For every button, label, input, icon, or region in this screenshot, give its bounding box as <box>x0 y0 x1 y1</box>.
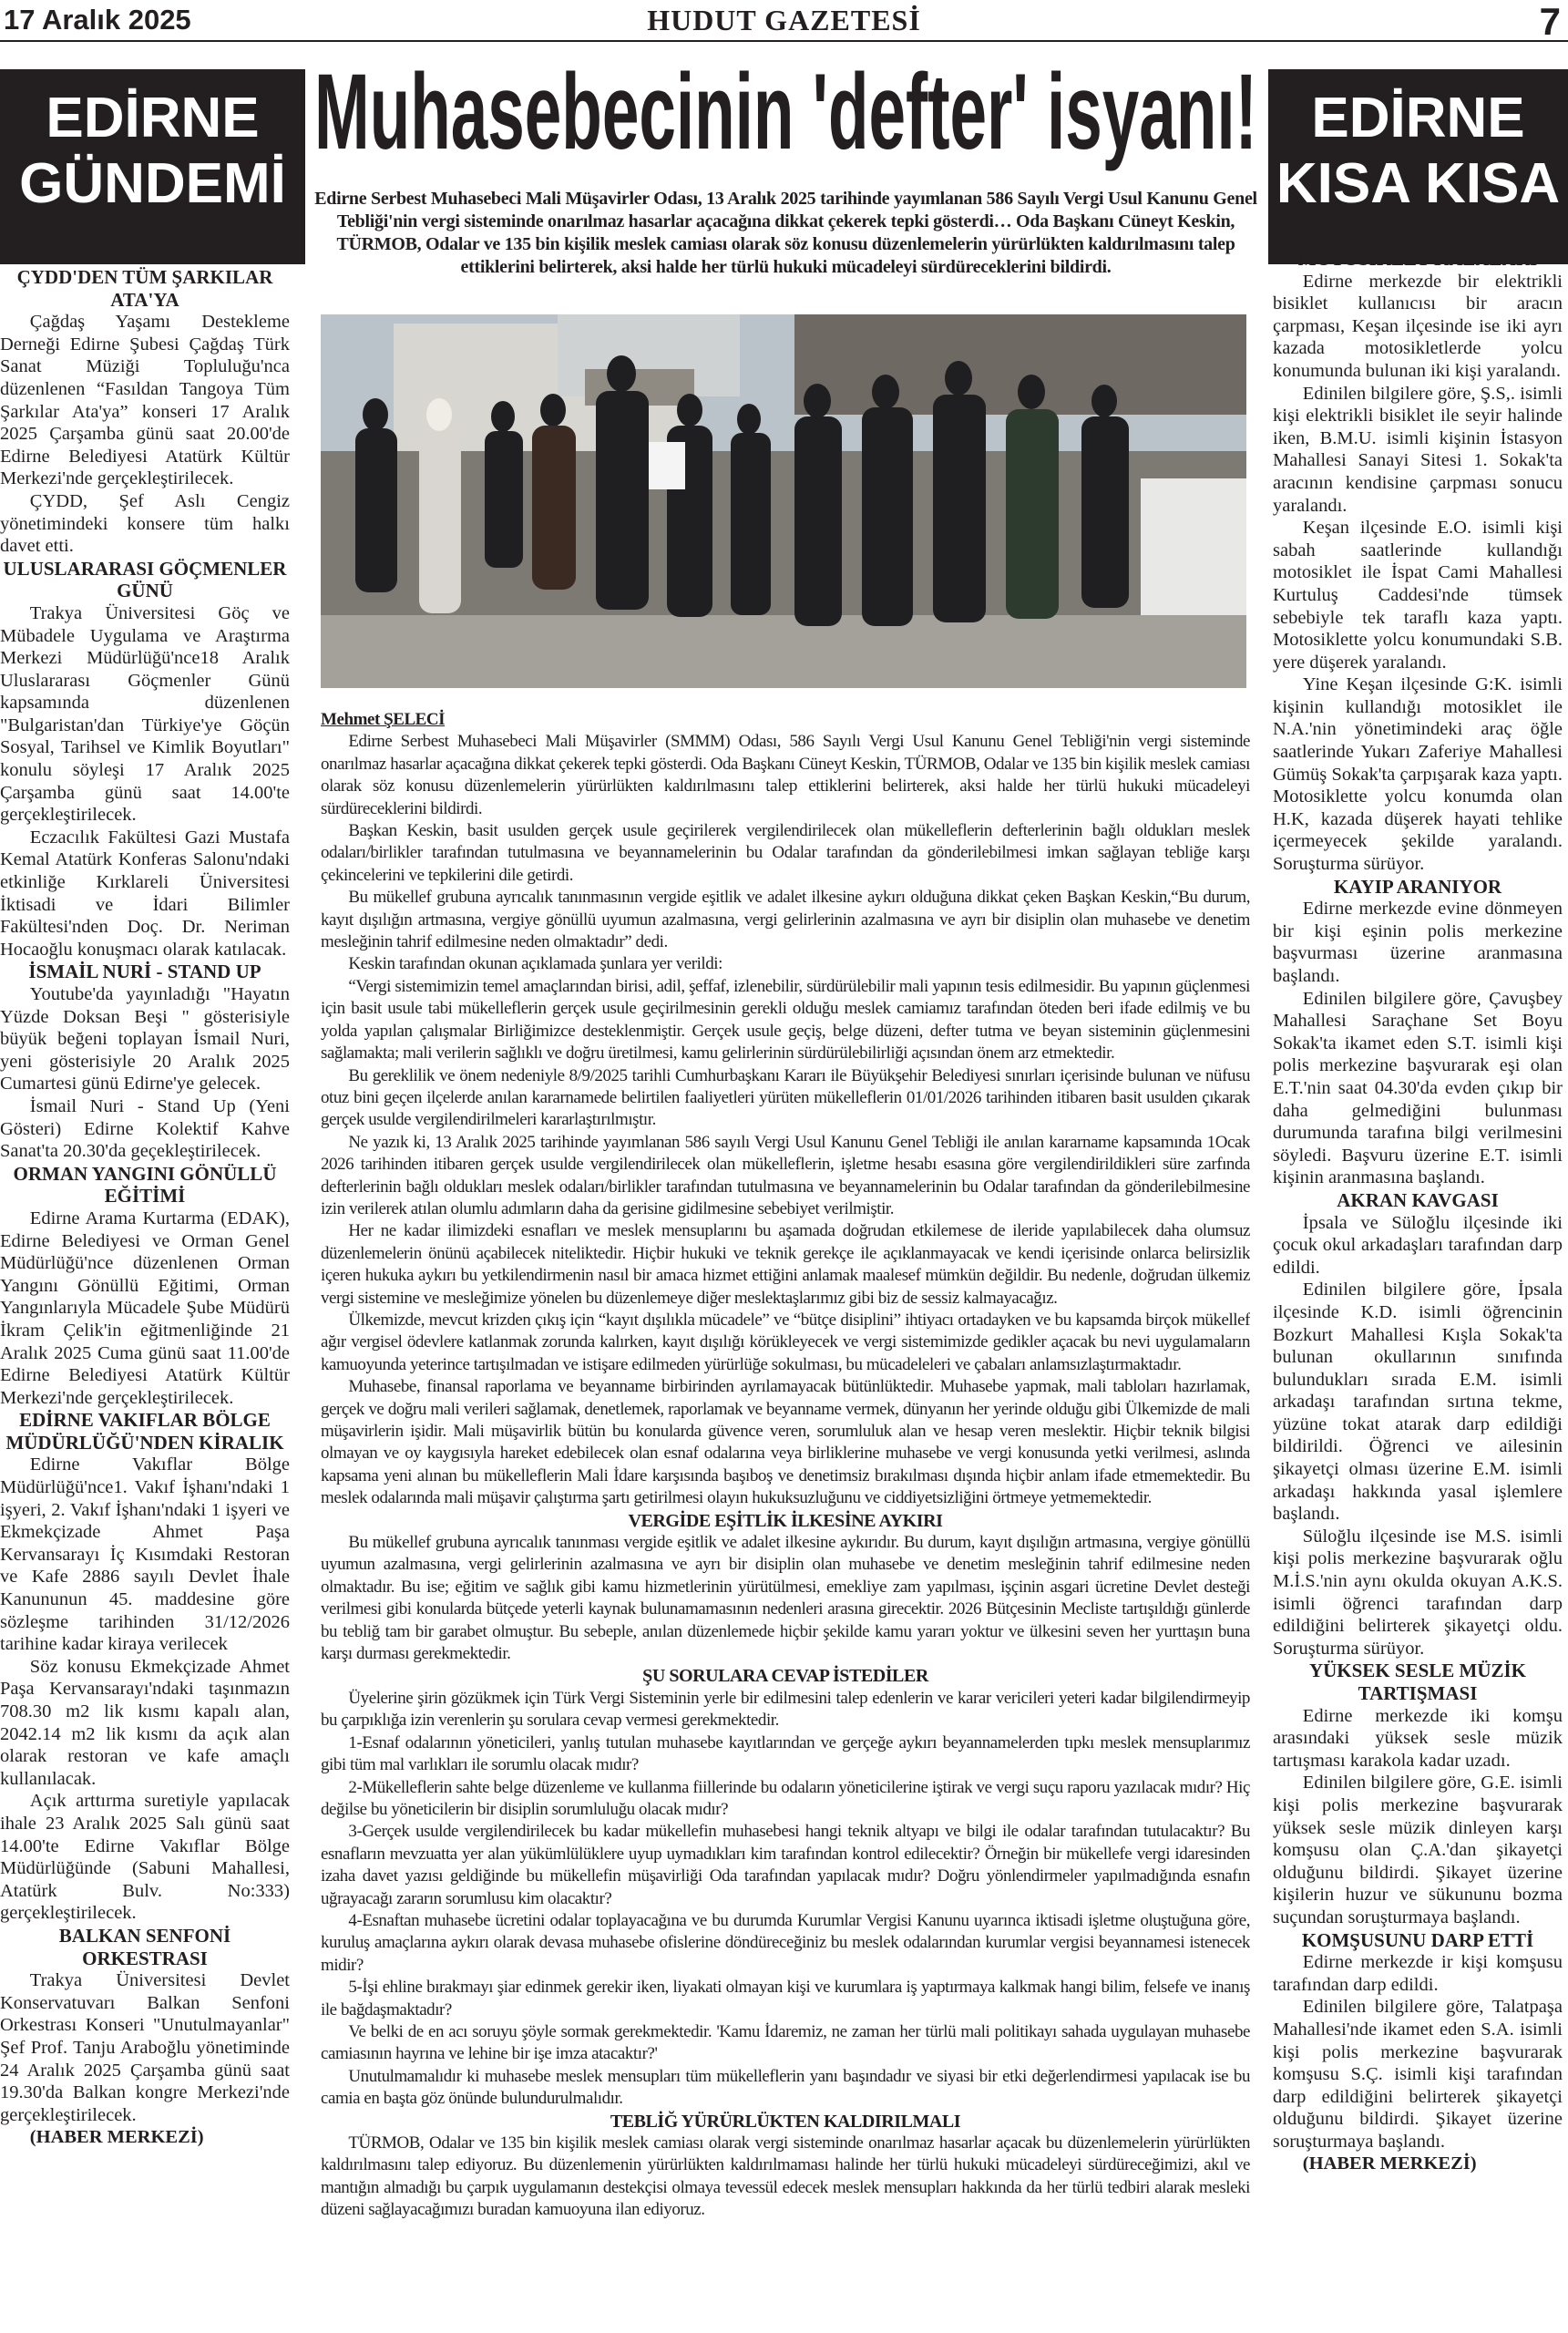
main-article-body <box>321 709 1250 2322</box>
news-item <box>0 266 290 558</box>
article-paragraph: 3-Gerçek usulde vergilendirilecek bu kadar mükellefin muhasebesi hangi teknik altyapı ve bilgi ile odalar tarafından tutulacaktır? Bu esnafların mevzuatta yer alan yükümlülüklere uyup uymadıkları kim tarafından kontrol edilecektir? Örneğin bir mükellefe vergi idaresinden izaha davet yazısı geldiğinde bu mükellefin müşavirliği Oda tarafından yapılacak mıdır? Doğru yönlendirmeler yapılmadığında esnafın uğrayacağı zararın sorumlusu kim olacaktır? <box>321 1822 1250 1908</box>
article-paragraph: Unutulmamalıdır ki muhasebe meslek mensupları tüm mükelleflerin yanı başındadır ve siyasi bir etki değerlendirmesi yapılacak ise bu camia en başta göz önünde bulundurulmalıdır. <box>321 2066 1250 2109</box>
section-label-edirne-kisa-kisa <box>1268 69 1568 264</box>
news-item-paragraph: Edinilen bilgilere göre, Çavuşbey Mahallesi Saraçhane Set Boyu Sokak'ta ikamet eden S.T. isimli kişi polis merkezine başvurarak eşi olan E.T.'nin saat 04.30'da evden çıkıp bir daha gelmediğini bulunması durumunda tarafına bilgi verilmesini söyledi. Başvuru üzerine E.T. isimli kişinin aranmasına başlandı. <box>1273 988 1563 1188</box>
news-item <box>1273 876 1563 1189</box>
news-item-paragraph: Trakya Üniversitesi Devlet Konservatuvarı Balkan Senfoni Orkestrası Konseri "Unutulmayanlar" Şef Prof. Tanju Araboğlu yönetiminde 24 Aralık 2025 Çarşamba günü saat 19.30'da Balkan kongre Merkezi'nde gerçekleştirilecek. <box>0 1970 290 2125</box>
news-item-paragraph: Edinilen bilgilere göre, G.E. isimli kişi polis merkezine başvurarak yüksek sesle müzik dinleyen karşı komşusu olan Ç.A.'dan şikayetçi olduğunu bildirdi. Şikayet üzerine kişilerin huzur ve sükununu bozma suçundan soruşturmaya başlandı. <box>1273 1773 1563 1927</box>
news-item-heading: İSMAİL NURİ - STAND UP <box>28 961 261 983</box>
news-item-paragraph: ÇYDD, Şef Aslı Cengiz yönetimindeki konsere tüm halkı davet etti. <box>0 490 290 557</box>
news-item-paragraph: Edirne Vakıflar Bölge Müdürlüğü'nce1. Vakıf İşhanı'ndaki 1 işyeri, 2. Vakıf İşhanı'ndaki 1 işyeri ve Ekmekçizade Ahmet Paşa Kervansarayı İç Kısımdaki Restoran ve Kafe 2886 sayılı Devlet İhale Kanununun 45. maddesine göre sözleşme tarihinden 31/12/2026 tarihine kadar kiraya verilecek <box>0 1454 290 1655</box>
news-signature: (HABER MERKEZİ) <box>29 2127 204 2148</box>
news-item-heading: ORMAN YANGINI GÖNÜLLÜ EĞİTİMİ <box>13 1162 277 1208</box>
news-item-paragraph: Edirne merkezde evine dönmeyen bir kişi eşinin polis merkezine başvurması üzerine aranmasına başlandı. <box>1273 899 1563 986</box>
news-signature: (HABER MERKEZİ) <box>1302 2153 1477 2174</box>
news-item-paragraph: Açık arttırma suretiyle yapılacak ihale 23 Aralık 2025 Salı günü saat 14.00'te Edirne Vakıflar Bölge Müdürlüğünde (Sabuni Mahallesi, Atatürk Bulv. No:333) gerçekleştirilecek. <box>0 1791 290 1924</box>
article-paragraph: Üyelerine şirin gözükmek için Türk Vergi Sisteminin yerle bir edilmesini talep edenlerin ve karar vericileri yeteri kadar bilgilendirmeyip bu çarpıklığa izin verenlerin şu sorulara cevap vermesi gerekmektedir. <box>321 1688 1250 1731</box>
left-news-column <box>0 266 290 2321</box>
article-paragraph: 1-Esnaf odalarının yöneticileri, yanlış tutulan muhasebe kayıtlarından ve gerçeğe aykırı beyannamelerden tıpkı meslek mensuplarımız gibi tüm mal varlıkları ile sorumlu olacak mıdır? <box>321 1732 1250 1775</box>
news-item-paragraph: Trakya Üniversitesi Göç ve Mübadele Uygulama ve Araştırma Merkezi Müdürlüğü'nce18 Aralık Uluslararası Göçmenler Günü kapsamında düzenlenen "Bulgaristan'dan Türkiye'ye Göçün Sosyal, Tarihsel ve Kimlik Boyutları" konulu söyleşi 17 Aralık 2025 Çarşamba günü saat 14.00'te gerçekleştirilecek. <box>0 602 290 826</box>
article-paragraph: Bu mükellef grubuna ayrıcalık tanınması vergide eşitlik ve adalet ilkesine aykırıdır. Bu durum, kayıt dışılığın artmasına, vergiye gönüllü uyumun azalmasına, vergi gelirlerinin azalmasına ve ayrı bir disiplin olan muhasebe ve denetim mesleğinin tahrif edilmesine neden olmaktadır. Bu ise; eğitim ve sağlık gibi kamu hizmetlerinin yürütülmesi, emekliye zam yapılması, işçinin asgari ücretine Devlet desteği verilmesi gibi konularda bütçede yeterli kaynak bulunamamasının nedenleri arasına girecektir. 2026 Bütçesinin Mecliste tartışıldığı günlerde bu tebliğ tam bir garabet olmuştur. Bu sebeple, anılan düzenlemede hiçbir şekilde kamu yararı yoktur ve ülkesini seven her yurttaşın buna karşı durması gerekmektedir. <box>321 1533 1250 1664</box>
section-label-edirne-gundemi <box>0 69 305 264</box>
news-item <box>1273 248 1563 876</box>
news-item-paragraph: Edirne merkezde ir kişi komşusu tarafından darp edildi. <box>1273 1952 1563 1995</box>
news-item <box>0 1925 290 2126</box>
section-label-line: GÜNDEMİ <box>19 152 286 215</box>
news-photo <box>321 314 1246 688</box>
article-paragraph: Ne yazık ki, 13 Aralık 2025 tarihinde yayımlanan 586 sayılı Vergi Usul Kanunu Genel Tebliği ile anılan kararname kapsamında 1Ocak 2026 tarihinden itibaren gerçek usulde vergilendirilecek olan mükelleflerin, işletme hesabı esasına göre vergilendirildikleri süre zarfında defterlerinin bağlı oldukları meslek odaları/birlikler tarafından tutulmasına ve beyannamelerinin bu Odalar tarafından da gönderilebilmesine izin verilerek atılan olumlu adımların daha da gerisine gidilmesine sebebiyet verilmiştir. <box>321 1132 1250 1218</box>
article-paragraph: Ve belki de en acı soruyu şöyle sormak gerekmektedir. 'Kamu İdaremiz, ne zaman her türlü mali politikayı sahada uygulayan muhasebe camiasının hayrına ve lehine bir işe imza atacaktır?' <box>321 2021 1250 2064</box>
news-item-paragraph: Youtube'da yayınladığı "Hayatın Yüzde Doksan Beşi " gösterisiyle büyük beğeni toplayan İsmail Nuri, yeni gösterisiyle 20 Aralık 2025 Cumartesi günü Edirne'ye gelecek. <box>0 984 290 1095</box>
article-paragraph: Başkan Keskin, basit usulden gerçek usule geçirilerek vergilendirilecek olan mükelleflerin defterlerinin bağlı oldukları meslek odaları/birlikler tarafından tutulmasına ve beyannamelerinin bu Odalar tarafından da gönderilebilmesi imkan sağlayan tebliğe karşı çekincelerini ve tepkilerini dile getirdi. <box>321 821 1250 885</box>
article-byline: Mehmet ŞELECİ <box>321 710 446 729</box>
news-item-paragraph: Eczacılık Fakültesi Gazi Mustafa Kemal Atatürk Konferas Salonu'ndaki etkinliğe Kırklareli Üniversitesi İktisadi ve İdari Bilimler Fakültesi'nden Doç. Dr. Neriman Hocaoğlu konuşmacı olarak katılacak. <box>0 827 290 960</box>
article-paragraph: 5-İşi ehline bırakmayı şiar edinmek gerekir iken, liyakati olmayan kişi ve kurumlara iş yaptırmaya kalkmak hangi bilim, felsefe ve inanış ile bağdaşmaktadır? <box>321 1978 1250 2020</box>
news-item-heading: AKRAN KAVGASI <box>1337 1188 1499 1211</box>
headline: Muhasebecinin 'defter' isyanı! <box>314 53 1257 171</box>
article-subheading: ŞU SORULARA CEVAP İSTEDİLER <box>642 1666 928 1687</box>
news-item-paragraph: Yine Keşan ilçesinde G:K. isimli kişinin kullandığı motosiklet ile N.A.'nin yönetimindeki araç öğle saatlerinde Yukarı Zaferiye Mahallesi Gümüş Sokak'ta çarpışarak kaza yaptı. Motosiklette yolcu konumda olan H.K, kazada düşerek hayati tehlike içermeyecek şekilde yaralandı. Soruşturma sürüyor. <box>1273 674 1563 875</box>
issue-date: 17 Aralık 2025 <box>4 4 191 36</box>
news-item <box>0 1163 290 1410</box>
article-paragraph: 2-Mükelleflerin sahte belge düzenleme ve kullanma fiillerinde bu odaların yöneticilerine iştirak ve vergi suçu raporu yazılacak mıdır? Hiç değilse bu yöneticilerin bir disiplin sorumluluğu olacak mıdır? <box>321 1777 1250 1819</box>
news-item-paragraph: Edirne Arama Kurtarma (EDAK), Edirne Belediyesi ve Orman Genel Müdürlüğü'nce düzenlenen Orman Yangını Gönüllü Eğitimi, Orman Yangınlarıyla Mücadele Şube Müdürü İkram Çelik'in eğitmenliğinde 21 Aralık 2025 Cuma günü saat 11.00'de Edirne Belediyesi Atatürk Kültür Merkezi'nde gerçekleştirilecek. <box>0 1208 290 1408</box>
news-item <box>0 961 290 1162</box>
page-number: 7 <box>1539 0 1561 43</box>
news-item-heading: BALKAN SENFONİ ORKESTRASI <box>58 1924 231 1969</box>
right-news-column <box>1273 248 1563 2326</box>
news-item-paragraph: Edinilen bilgilere göre, Talatpaşa Mahallesi'nde ikamet eden S.A. isimli kişi polis merkezine başvurarak komşusu S.Ç. isimli kişi tarafından darp edildiğini belirterek şikayetçi olduğunu bildirdi. Şikayet üzerine soruşturmaya başlandı. <box>1273 1997 1563 2152</box>
news-item-paragraph: Edinilen bilgilere göre, İpsala ilçesinde K.D. isimli öğrencinin Bozkurt Mahallesi Kışla Sokak'ta bulunan okullarının sınıfında bulundukları sırada E.M. isimli arkadaşı tarafından sırtına tekme, yüzüne tokat atarak darp edildiği bildirildi. Öğrenci ve ailesinin şikayetçi olması üzerine E.M. isimli arkadaşı hakkında yasal işlemlere başlandı. <box>1273 1280 1563 1525</box>
news-item-heading: KAYIP ARANIYOR <box>1333 875 1502 898</box>
group-photo-image <box>321 314 1246 688</box>
news-item-paragraph: Edirne merkezde bir elektrikli bisiklet kullanıcısı bir aracın çarpması, Keşan ilçesinde ise iki ayrı kazada motosikletlerde yolcu konumunda bulunan iki kişi yaralandı. <box>1273 271 1563 381</box>
news-signature-line <box>0 2126 290 2149</box>
section-label-line: KISA KISA <box>1276 152 1561 215</box>
article-paragraph: Edirne Serbest Muhasebeci Mali Müşavirler (SMMM) Odası, 586 Sayılı Vergi Usul Kanunu Genel Tebliği'nin vergi sisteminde onarılmaz hasarlar açacağına dikkat çekerek tepki gösterdi. Oda Başkanı Cüneyt Keskin, TÜRMOB, Odalar ve 135 bin kişilik meslek camiası olarak söz konusu düzenlemelerin yürürlükten kaldırılmasını talep ettiklerini belirterek, aksi halde her türlü hukuki mücadeleyi sürdüreceklerini bildirdi. <box>321 732 1250 818</box>
page-header <box>0 0 1568 42</box>
article-paragraph: Her ne kadar ilimizdeki esnafları ve meslek mensuplarını bu aşamada doğrudan etkilemese de ileride yapılabilecek daha olumsuz düzenlemelerin önünü açabilecek niteliktedir. Hiçbir hukuki ve teknik gerekçe ile açıklanmayacak ve kendi içerisinde onlarca belirsizlik içeren hukuka aykırı bu yetkilendirmenin nasıl bir amaca hizmet ettiğini anlamak maalesef mümkün değildir. Bu nedenle, doğrudan ülkemiz vergi sistemine ve mesleğimize yönelen bu düzenlemeye diğer meslektaşlarımız gibi biz de sessiz kalmayacağız. <box>321 1221 1250 1308</box>
news-item-paragraph: Söz konusu Ekmekçizade Ahmet Paşa Kervansarayı'ndaki taşınmazın 708.30 m2 lik kısmı kapalı alan, 2042.14 m2 lik kısmı da açık alan olarak restoran ve kafe amaçlı kullanılacak. <box>0 1656 290 1789</box>
news-item <box>1273 1660 1563 1928</box>
news-item-paragraph: Süloğlu ilçesinde ise M.S. isimli kişi polis merkezine başvurarak oğlu M.İ.S.'nin aynı okulda okuyan A.K.S. isimli öğrenci tarafından darp edildiğini belirterek şikayetçi oldu. Soruşturma sürüyor. <box>1273 1526 1563 1659</box>
news-item-heading: YÜKSEK SESLE MÜZİK TARTIŞMASI <box>1308 1660 1527 1704</box>
headline-container <box>314 53 1257 171</box>
article-paragraph: TÜRMOB, Odalar ve 135 bin kişilik meslek camiası olarak vergi sisteminde onarılmaz hasarlar açacak bu düzenlemelerin yürürlükten kaldırılmasını talep ediyoruz. Bu düzenlemenin yürürlükten kaldırılmaması halinde her türlü hukuki mücadeleyi sürdüreceğimizi, akıl ve mantığın almadığı bu çarpık uygulamanın destekçisi olmaya tevessül edecek meslek mensupları hakkında da her türlü tedbiri alarak mesleki düzeni sağlayacağımızı buradan kamuoyuna ilan ediyoruz. <box>321 2133 1250 2220</box>
article-paragraph: 4-Esnaftan muhasebe ücretini odalar toplayacağına ve bu durumda Kurumlar Vergisi Kanunu uyarınca iktisadi işletme oluştuğuna göre, kuruluş amaçlarına aykırı olarak devasa muhasebe ofislerine döndüreceğiniz bu meslek odalarından kurumlar vergisi beyannamesi istenecek midir? <box>321 1910 1250 1975</box>
news-item-paragraph: Keşan ilçesinde E.O. isimli kişi sabah saatlerinde kullandığı motosiklet ile İspat Cami Mahallesi Kurtuluş Caddesi'nde tümsek sebebiyle tek taraflı kaza yaptı. Motosiklette yolcu konumundaki S.B. yere düşerek yaralandı. <box>1273 518 1563 673</box>
article-paragraph: Ülkemizde, mevcut krizden çıkış için “kayıt dışılıkla mücadele” ve “bütçe disiplini” ihtiyacı ortadayken ve bu kapsamda birçok mükellef ağır vergisel ödevlere katlanmak zorunda kalırken, kayıt dışılığı körükleyecek ve vergi sistemimizde gedikler açacak bu nevi uygulamaların kamuoyunda yeterince tartışılmadan ve istişare edilmeden yürürlüğe sokulması, bu mücadeleleri ve çabaları anlamsızlaştırmaktadır. <box>321 1310 1250 1374</box>
article-subheading: VERGİDE EŞİTLİK İLKESİNE AYKIRI <box>628 1510 943 1531</box>
news-item <box>1273 1929 1563 2176</box>
lead-paragraph: Edirne Serbest Muhasebeci Mali Müşavirler Odası, 13 Aralık 2025 tarihinde yayımlanan 586 Sayılı Vergi Usul Kanunu Genel Tebliği'nin vergi sisteminde onarılmaz hasarlar açacağına dikkat çekerek tepki gösterdi… Oda Başkanı Cüneyt Keskin, TÜRMOB, Odalar ve 135 bin kişilik meslek camiası olarak söz konusu düzenlemelerin yürürlükten kaldırılmasını talep ettiklerini belirterek, aksi halde her türlü hukuki mücadeleyi sürdüreceklerini bildirdi. <box>314 189 1257 277</box>
article-paragraph: “Vergi sistemimizin temel amaçlarından birisi, adil, şeffaf, izlenebilir, sürdürülebilir mali yapının tesis edilmesidir. Bu yapının güçlenmesi için basit usule tabi mükelleflerin gerçek usule geçirilmesinin gerekli olduğu meslek camiamız tarafından öteden beri ifade edilmiş ve bu yolda yapılan çalışmalar Birliğimizce desteklenmiştir. Gerçek usule geçiş, belge düzeni, defter tutma ve beyan sisteminin güçlenmesini sağlamakta; mali verilerin sağlıklı ve doğru üretilmesi, kamu gelirlerinin sürdürülebilirliği açısından önem arz etmektedir. <box>321 976 1250 1064</box>
news-item-heading: ÇYDD'DEN TÜM ŞARKILAR ATA'YA <box>16 266 273 311</box>
news-item-paragraph: Edirne merkezde iki komşu arasındaki yüksek sesle müzik tartışması karakola kadar uzadı. <box>1273 1705 1563 1771</box>
news-item <box>0 1409 290 1925</box>
news-item <box>1273 1189 1563 1660</box>
news-item-paragraph: Çağdaş Yaşamı Destekleme Derneği Edirne Şubesi Çağdaş Türk Sanat Müziği Topluluğu'nca düzenlenen “Fasıldan Tangoya Tüm Şarkılar Ata'ya” konseri 17 Aralık 2025 Çarşamba günü saat 20.00'de Edirne Belediyesi Atatürk Kültür Merkezi'nde gerçekleştirilecek. <box>0 312 290 489</box>
article-paragraph: Muhasebe, finansal raporlama ve beyanname birbirinden ayrılamayacak bütünlüktedir. Muhasebe yapmak, mali tabloları hazırlamak, gerçek ve doğru mali verileri sağlamak, denetlemek, raporlamak ve beyanname vermek, dünyanın her yerinde olduğu gibi Ülkemizde de mali müşavirlerin işidir. Mali müşavirlik bütün bu konularda güvence veren, sorumluluk alan ve hesap veren meslektir. Hiçbir teknik bilgisi olmayan ve oy kaygısıyla hareket edebilecek olan esnaf odalarına veya birliklerine muhasebe ve vergi konusunda yetki verilmesi, aslında kapsama yeni alınan bu mükelleflerin Mali İdare karşısında başıboş ve denetimsiz bırakılması dışında hiçbir anlam ifade etmemektedir. Bu meslek odalarında mali müşavir çalıştırma şartı getirilmesi olayın hukuksuzluğunu ve ciddiyetsizliğini örtmeye yetmemektedir. <box>321 1377 1250 1508</box>
article-paragraph: Bu mükellef grubuna ayrıcalık tanınmasının vergide eşitlik ve adalet ilkesine aykırı olduğuna dikkat çeken Başkan Keskin,“Bu durum, kayıt dışılığın artmasına, vergiye gönüllü uyumun azalmasına, vergi gelirlerinin azalmasına ve ayrı bir disiplin olan muhasebe ve denetim mesleğinin tahrif edilmesine neden olmaktadır” dedi. <box>321 888 1250 952</box>
news-item-paragraph: İsmail Nuri - Stand Up (Yeni Gösteri) Edirne Kolektif Kahve Sanat'ta 20.30'da geçekleştirilecek. <box>0 1095 290 1162</box>
article-paragraph: Keskin tarafından okunan açıklamada şunlara yer verildi: <box>348 954 723 974</box>
article-subheading: TEBLİĞ YÜRÜRLÜKTEN KALDIRILMALI <box>610 2111 961 2132</box>
news-item-heading: KOMŞUSUNU DARP ETTİ <box>1301 1928 1534 1951</box>
news-item <box>0 558 290 961</box>
article-paragraph: Bu gereklilik ve önem nedeniyle 8/9/2025 tarihli Cumhurbaşkanı Kararı ile Büyükşehir Belediyesi sınırları içerisinde bulunan ve nüfusu otuz bini geçen ilçelerde anılan kararnamede belirtilen faaliyetleri yürüten mükelleflerin 01/01/2026 tarihinden itibaren basit usulden çıkarak gerçek usulde vergilendirilmeleri kararlaştırılmıştır. <box>321 1065 1250 1130</box>
news-item-paragraph: Edinilen bilgilere göre, Ş.S,. isimli kişi elektrikli bisiklet ile seyir halinde iken, B.M.U. isimli kişinin İstasyon Mahallesi Sanayi Sitesi 1. Sokak'ta aracının kendisine çarpması sonucu yaralandı. <box>1273 383 1563 516</box>
news-item-heading: MOTOSİKLET KAZALARI <box>1297 248 1538 270</box>
section-label-line: EDİRNE <box>1311 87 1525 149</box>
newspaper-name: HUDUT GAZETESİ <box>647 4 921 36</box>
news-signature-line <box>1273 2153 1563 2175</box>
section-label-line: EDİRNE <box>46 87 260 149</box>
news-item-heading: ULUSLARARASI GÖÇMENLER GÜNÜ <box>3 557 287 602</box>
news-item-paragraph: İpsala ve Süloğlu ilçesinde iki çocuk okul arkadaşları tarafından darp edildi. <box>1273 1212 1563 1278</box>
news-item-heading: EDİRNE VAKIFLAR BÖLGE MÜDÜRLÜĞÜ'NDEN KİRALIK <box>5 1409 284 1454</box>
